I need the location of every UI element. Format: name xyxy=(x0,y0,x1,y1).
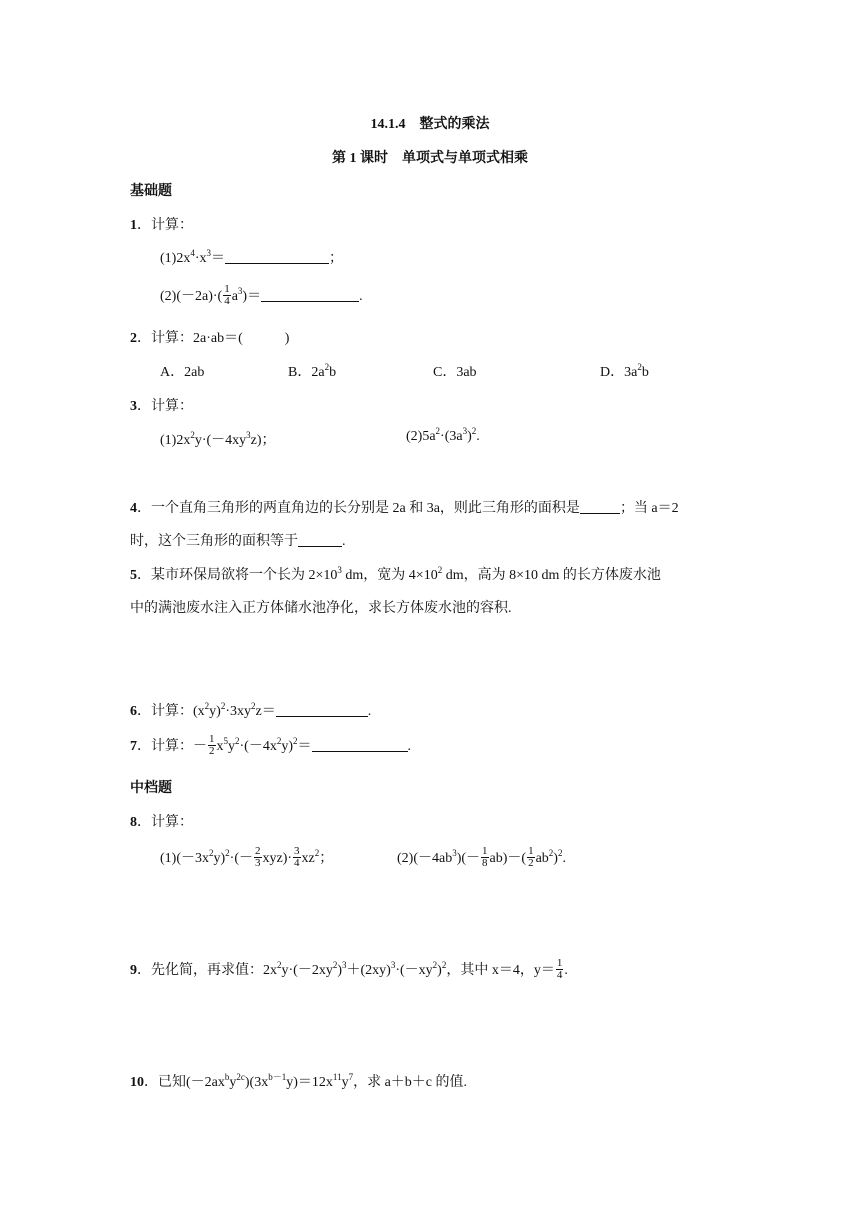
fraction: $\frac{1}{2}$ xyxy=(528,845,534,870)
question-7: 7．计算：－ $\frac{1}{2}$ $x^5y^2\cdot(-4x^2y)^2=$ . xyxy=(130,733,411,758)
option-c[interactable]: C．3ab xyxy=(433,365,477,380)
option-b[interactable]: B．$2a^2b$ xyxy=(288,362,337,380)
answer-blank[interactable] xyxy=(312,739,408,752)
fraction: $\frac{1}{8}$ xyxy=(482,845,488,870)
question-8-stem: 8．计算： xyxy=(130,815,193,830)
question-2-stem: 2．计算：2a·ab＝( ) xyxy=(130,331,290,346)
option-d[interactable]: D．$3a^2b$ xyxy=(600,362,649,380)
question-3-part-1: $(1)2x^2y\cdot(-4xy^3z)$； xyxy=(160,430,276,448)
question-10: 10．已知$(-2ax^by^{2c})(3x^{b-1}y)=12x^{11}y^7$，求 a＋b＋c 的值. xyxy=(130,1072,468,1090)
section-basic-heading: 基础题 xyxy=(130,184,172,199)
option-a[interactable]: A．2ab xyxy=(160,365,205,380)
answer-blank[interactable] xyxy=(225,251,329,264)
question-1-stem: 1．计算： xyxy=(130,218,193,233)
question-8-part-1: $(1)(-3x^2y)^2\cdot(-$ $\frac{2}{3}$ xyz)· $\frac{3}{4}$ $xz^2$； xyxy=(160,845,334,870)
question-4-line-1: 4．一个直角三角形的两直角边的长分别是 2a 和 3a，则此三角形的面积是 ；当 a＝2 xyxy=(130,501,679,516)
fraction: $\frac{2}{3}$ xyxy=(255,845,261,870)
page-subtitle: 第 1 课时 单项式与单项式相乘 xyxy=(332,151,528,166)
question-5-line-1: 5．某市环保局欲将一个长为 $2\times 10^3$ dm，宽为 $4\times 10^2$ dm，高为 8×10 dm 的长方体废水池 xyxy=(130,565,661,583)
answer-blank[interactable] xyxy=(298,534,342,547)
answer-blank[interactable] xyxy=(276,704,368,717)
question-3-stem: 3．计算： xyxy=(130,399,193,414)
fraction: $\frac{1}{4}$ xyxy=(556,957,563,982)
question-6: 6．计算：$(x^2y)^2\cdot 3xy^2z=$ . xyxy=(130,701,372,719)
fraction: $\frac{3}{4}$ xyxy=(294,845,300,870)
page-title: 14.1.4 整式的乘法 xyxy=(370,117,490,132)
question-9: 9．先化简，再求值：$2x^2y\cdot(-2xy^2)^3+(2xy)^3\cdot(-xy^2)^2$，其中 x＝4，y＝ $\frac{1}{4}$ . xyxy=(130,957,568,982)
question-1-part-1: $(1)2x^4\cdot x^3=$ ； xyxy=(160,248,343,266)
fraction: $\frac{1}{4}$ xyxy=(224,283,230,308)
question-5-line-2: 中的满池废水注入正方体储水池净化，求长方体废水池的容积. xyxy=(130,601,512,616)
question-1-part-2: (2)(－2a)·( $\frac{1}{4}$ $a^3)=$ . xyxy=(160,283,363,308)
question-3-part-2: $(2)5a^2\cdot(3a^3)^2$. xyxy=(406,426,480,444)
answer-blank[interactable] xyxy=(261,289,359,302)
question-8-part-2: $(2)(-4ab^3)(-$ $\frac{1}{8}$ ab)－( $\frac{1}{2}$ $ab^2)^2$. xyxy=(397,845,566,870)
answer-blank[interactable] xyxy=(580,501,620,514)
question-4-line-2: 时，这个三角形的面积等于 . xyxy=(130,534,346,549)
section-medium-heading: 中档题 xyxy=(130,781,172,796)
question-number: 1 xyxy=(130,218,137,233)
fraction: $\frac{1}{2}$ xyxy=(209,733,215,758)
